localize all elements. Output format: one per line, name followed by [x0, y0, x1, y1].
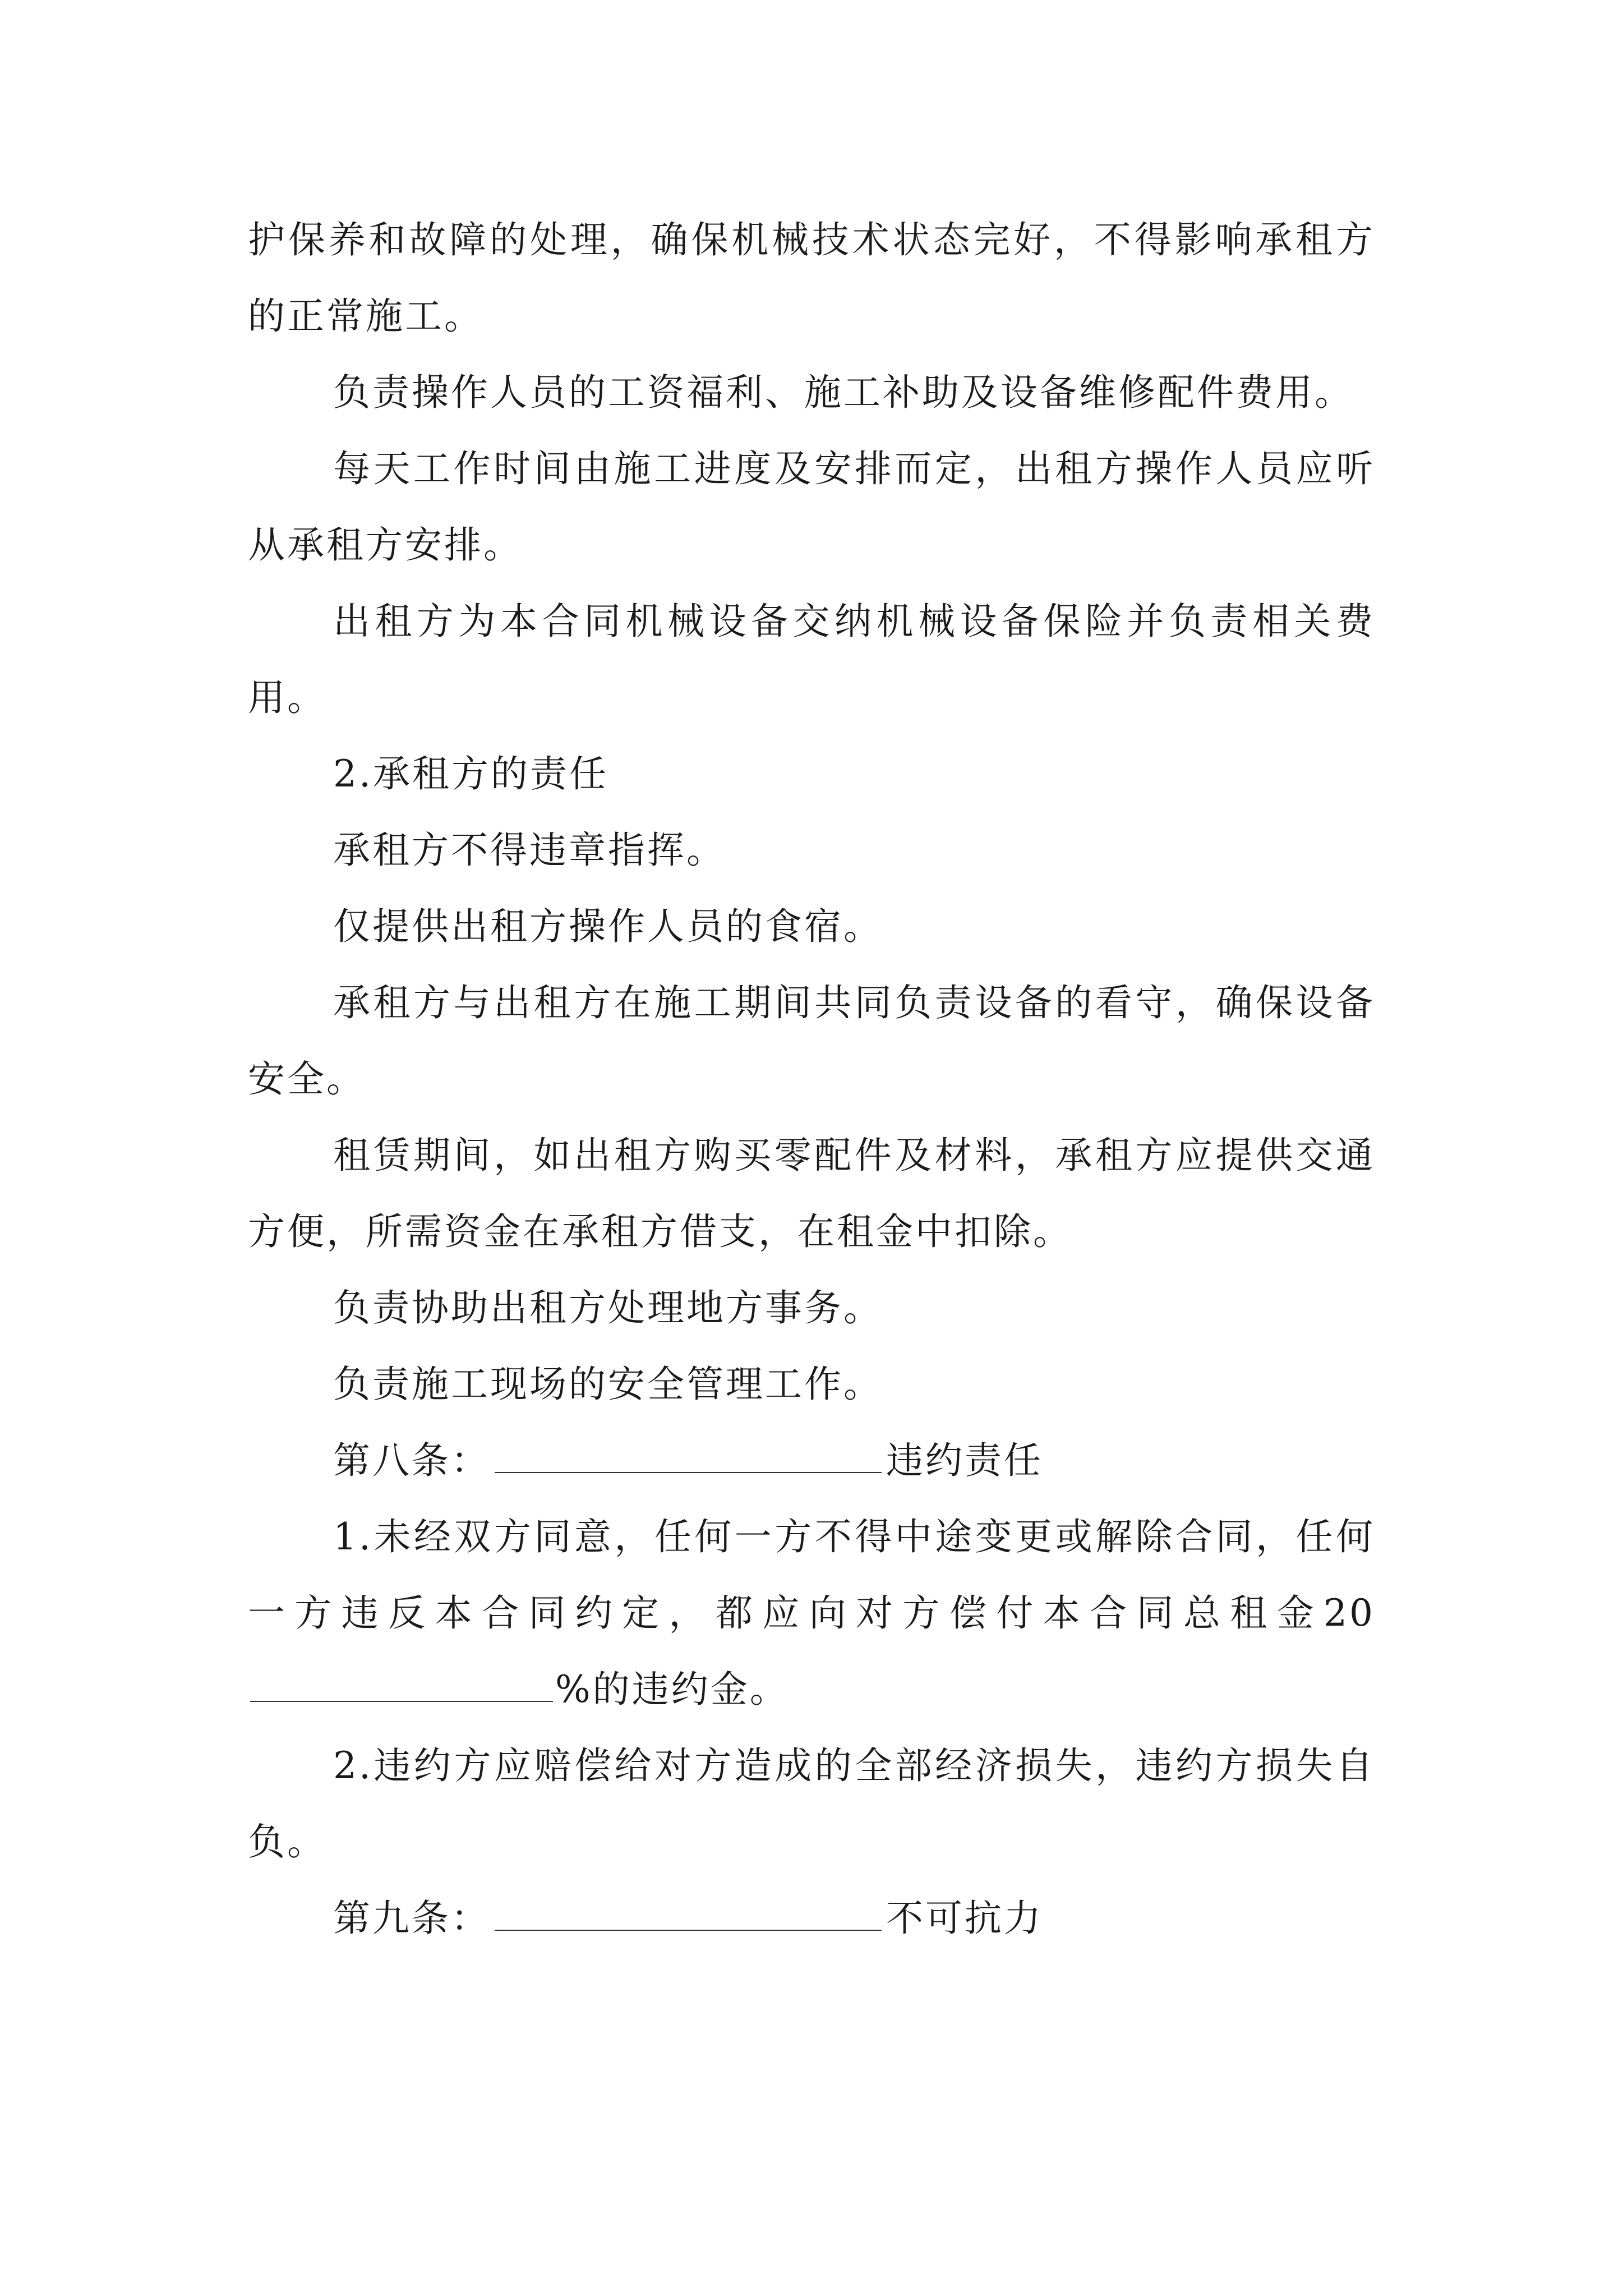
article-8-prefix: 第八条： [333, 1439, 490, 1482]
paragraph-maintenance: 护保养和故障的处理，确保机械技术状态完好，不得影响承租方的正常施工。 [248, 218, 1375, 338]
article-8-title: 违约责任 [886, 1439, 1043, 1482]
clause-1-percent-blank-line [250, 1668, 553, 1702]
document-page [248, 202, 1375, 1957]
clause-1-percent-value: 20 [1324, 1591, 1375, 1635]
article-9-blank-line [495, 1897, 882, 1931]
paragraph-insurance: 出租方为本合同机械设备交纳机械设备保险并负责相关费用。 [248, 600, 1375, 719]
article-9-prefix: 第九条： [333, 1897, 490, 1940]
section-heading-lessee-duties: 2.承租方的责任 [333, 752, 608, 795]
clause-1-percent-suffix: %的违约金。 [555, 1668, 789, 1711]
paragraph-operator-wages: 负责操作人员的工资福利、施工补助及设备维修配件费用。 [333, 371, 1354, 414]
article-9-title: 不可抗力 [886, 1897, 1043, 1940]
paragraph-site-safety: 负责施工现场的安全管理工作。 [333, 1363, 883, 1406]
clause-1-text: 1.未经双方同意，任何一方不得中途变更或解除合同，任何一方违反本合同约定，都应向对方偿付本合同总租金 [248, 1515, 1375, 1635]
paragraph-equipment-guard: 承租方与出租方在施工期间共同负责设备的看守，确保设备安全。 [248, 981, 1375, 1101]
paragraph-working-hours: 每天工作时间由施工进度及安排而定，出租方操作人员应听从承租方安排。 [248, 447, 1375, 567]
paragraph-parts-purchase: 租赁期间，如出租方购买零配件及材料，承租方应提供交通方便，所需资金在承租方借支，在租金中扣除。 [248, 1134, 1375, 1253]
paragraph-board-lodging: 仅提供出租方操作人员的食宿。 [333, 905, 883, 948]
clause-2-paragraph: 2.违约方应赔偿给对方造成的全部经济损失，违约方损失自负。 [248, 1744, 1375, 1864]
clause-1-paragraph [248, 1499, 1375, 1728]
paragraph-no-violation: 承租方不得违章指挥。 [333, 829, 726, 872]
paragraph-local-affairs: 负责协助出租方处理地方事务。 [333, 1286, 883, 1329]
article-9-heading [248, 1880, 1375, 1957]
article-8-blank-line [495, 1439, 882, 1473]
article-8-heading [248, 1423, 1375, 1499]
